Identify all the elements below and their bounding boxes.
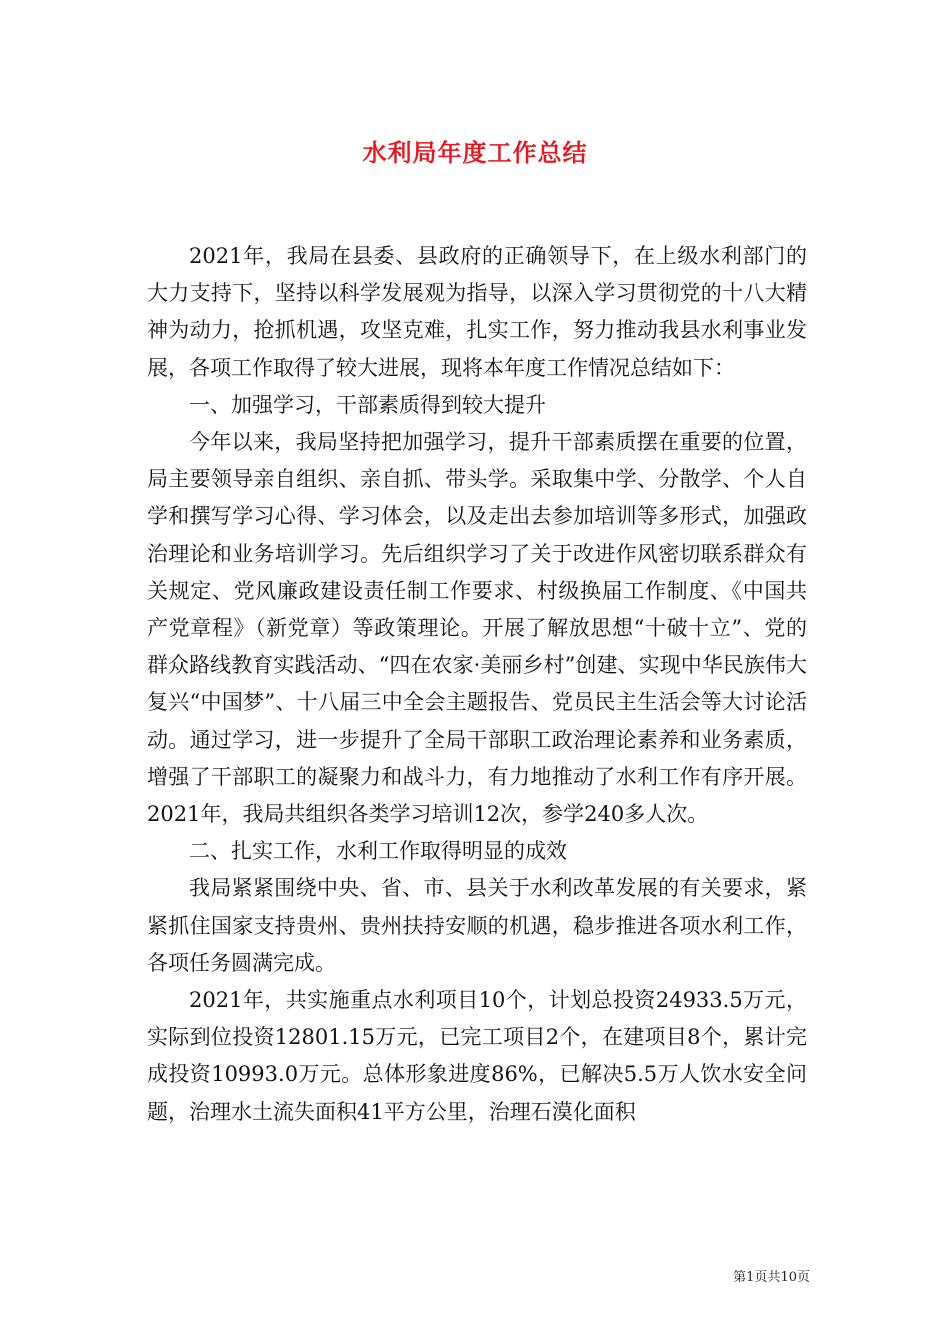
- document-title: 水利局年度工作总结: [362, 138, 588, 167]
- section-heading-2: 二、扎实工作，水利工作取得明显的成效: [189, 839, 567, 864]
- paragraph-work: 我局紧紧围绕中央、省、市、县关于水利改革发展的有关要求，紧紧抓住国家支持贵州、贵州扶持安顺的机遇，稳步推进各项水利工作，各项任务圆满完成。: [147, 876, 807, 975]
- paragraph-study: 今年以来，我局坚持把加强学习，提升干部素质摆在重要的位置，局主要领导亲自组织、亲自抓、带头学。采取集中学、分散学、个人自学和撰写学习心得、学习体会，以及走出去参加培训等多形式，加强政治理论和业务培训学习。先后组织学习了关于改进作风密切联系群众有关规定、党风廉政建设责任制工作要求、村级换届工作制度、《中国共产党章程》（新党章）等政策理论。开展了解放思想“十破十立”、党的群众路线教育实践活动、“四在农家·美丽乡村”创建、实现中华民族伟大复兴“中国梦”、十八届三中全会主题报告、党员民主生活会等大讨论活动。通过学习，进一步提升了全局干部职工政治理论素养和业务素质，增强了干部职工的凝聚力和战斗力，有力地推动了水利工作有序开展。2021年，我局共组织各类学习培训12次，参学240多人次。: [147, 430, 807, 827]
- page-number-footer: 第1页共10页: [733, 1270, 810, 1285]
- document-body: [147, 238, 807, 1131]
- paragraph-projects: 2021年，共实施重点水利项目10个，计划总投资24933.5万元，实际到位投资12801.15万元，已完工项目2个，在建项目8个，累计完成投资10993.0万元。总体形象进度86%，已解决5.5万人饮水安全问题，治理水土流失面积41平方公里，治理石漠化面积: [147, 988, 807, 1124]
- section-heading-1: 一、加强学习，干部素质得到较大提升: [189, 392, 546, 417]
- paragraph-intro: 2021年，我局在县委、县政府的正确领导下，在上级水利部门的大力支持下，坚持以科学发展观为指导，以深入学习贯彻党的十八大精神为动力，抢抓机遇，攻坚克难，扎实工作，努力推动我县水利事业发展，各项工作取得了较大进展，现将本年度工作情况总结如下：: [147, 244, 807, 380]
